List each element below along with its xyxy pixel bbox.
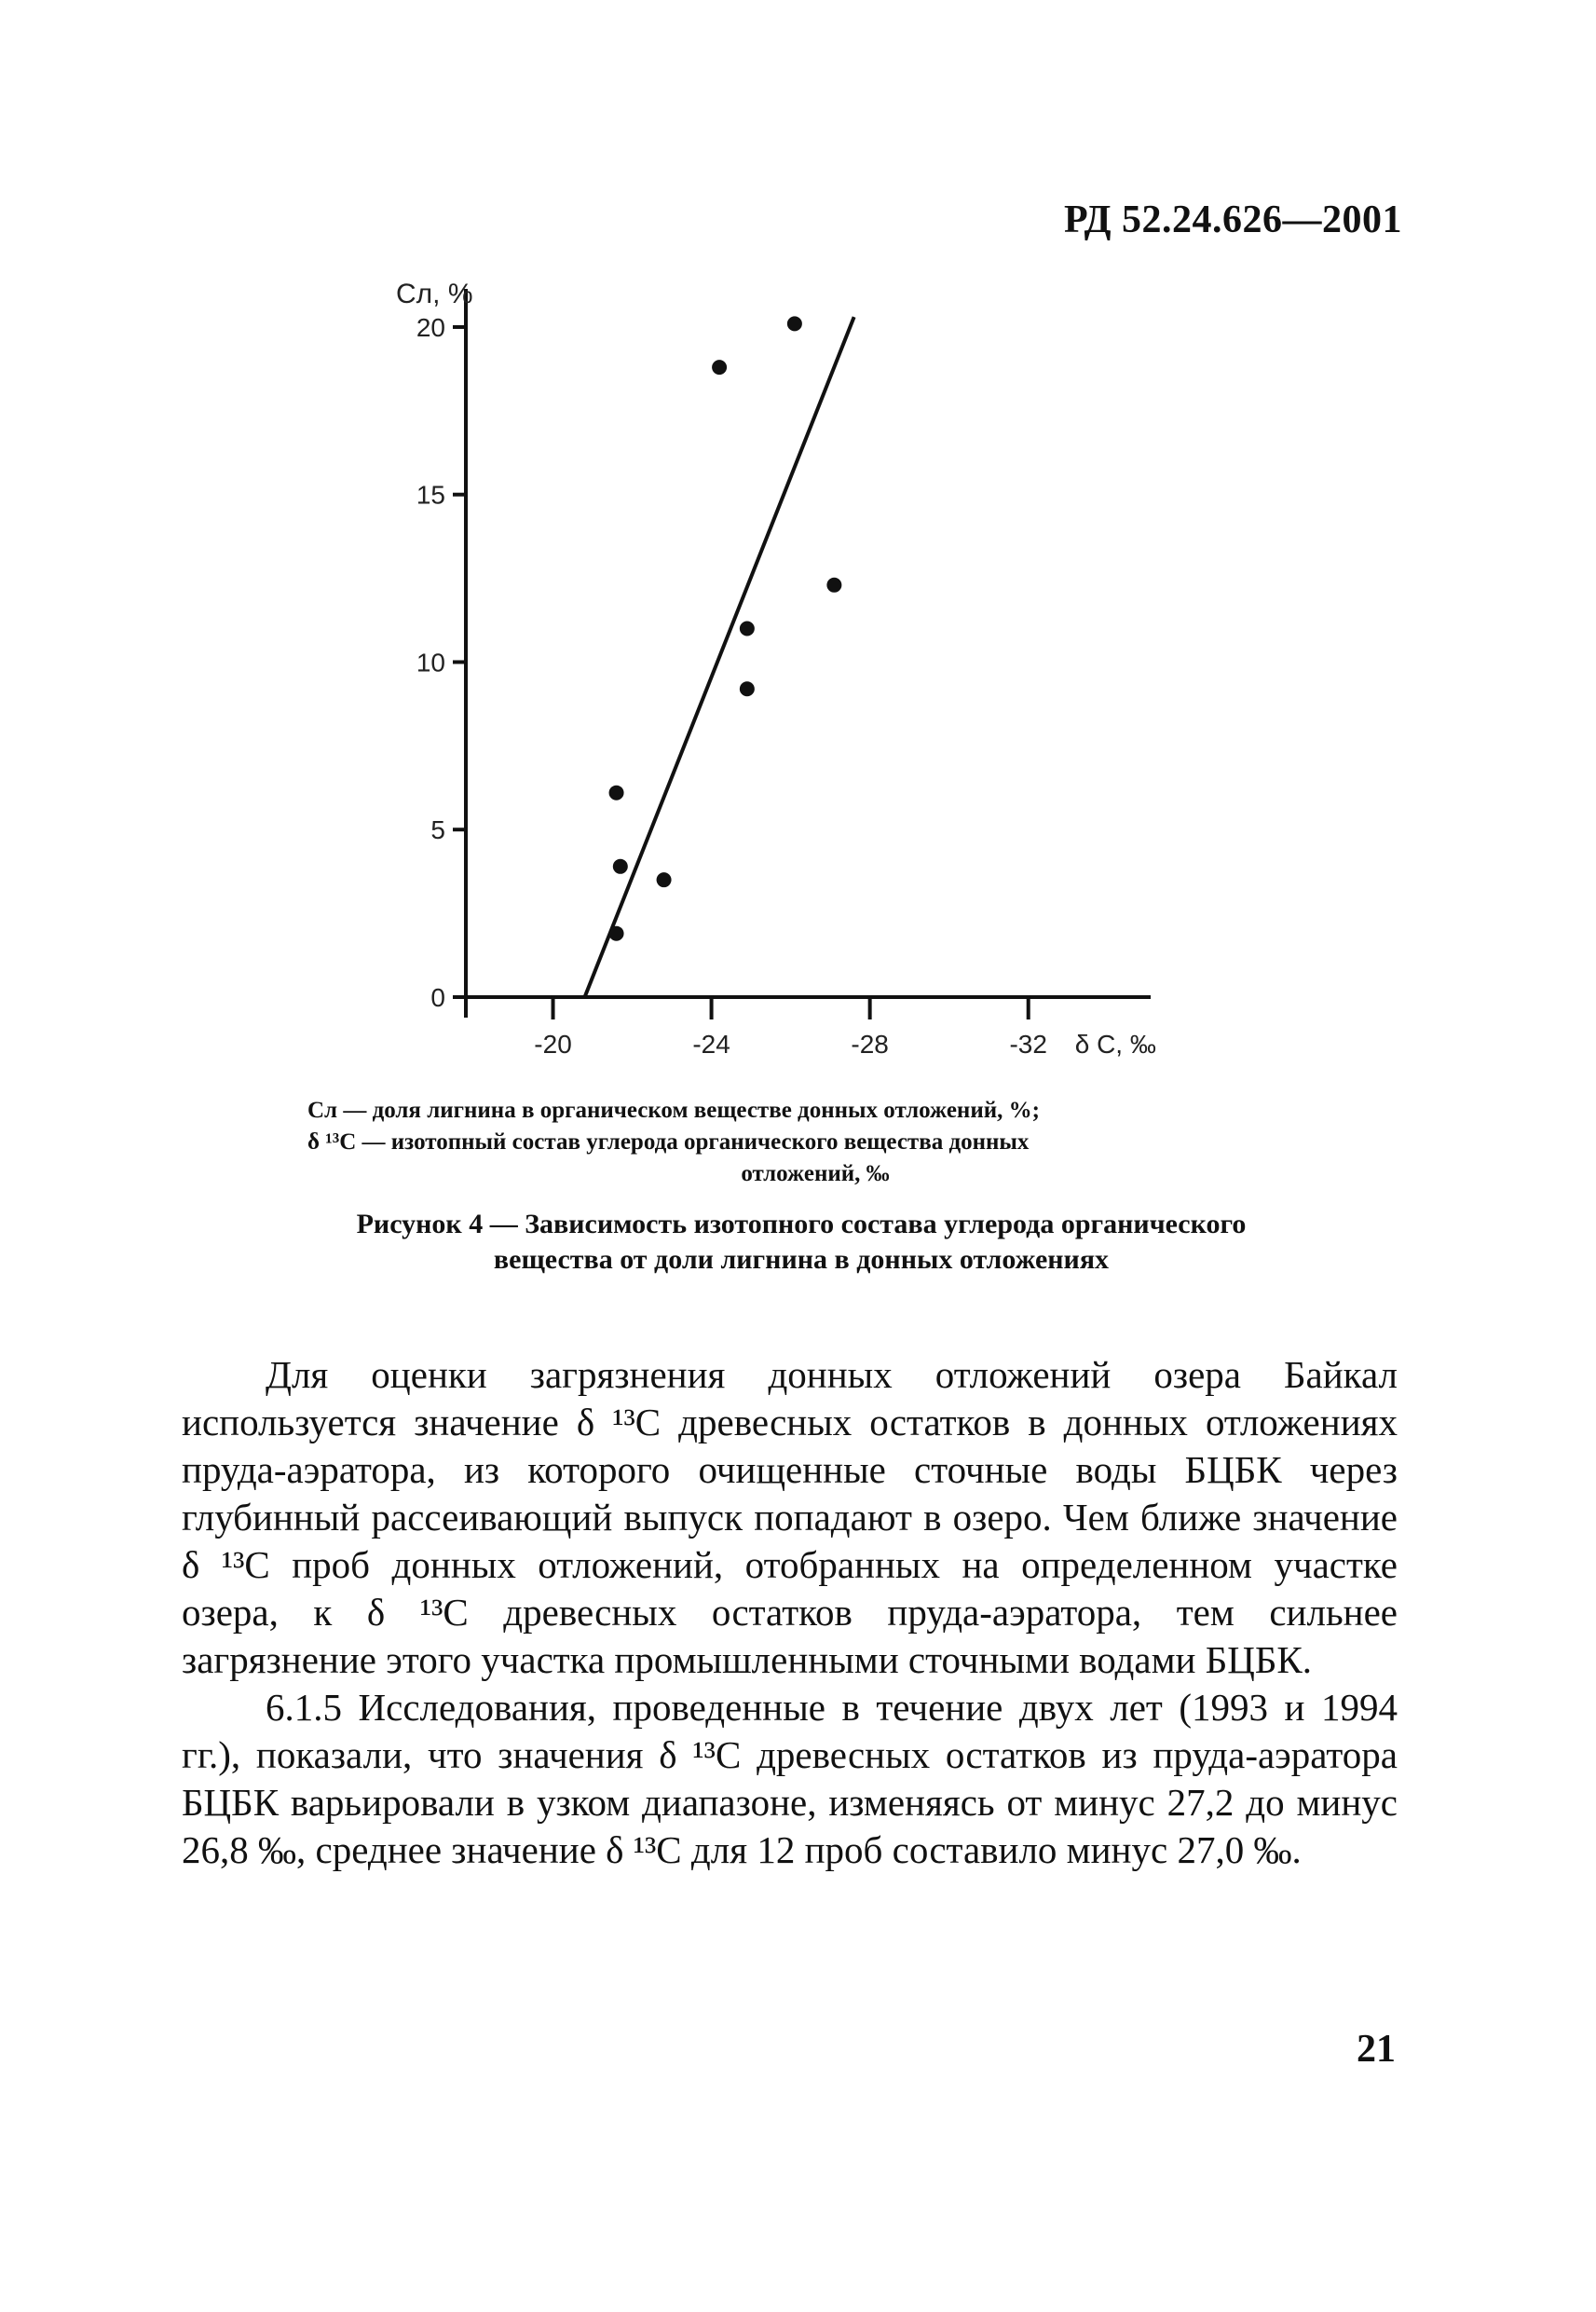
data-point-8 — [787, 316, 802, 331]
x-tick-label-20: -20 — [534, 1030, 572, 1059]
y-tick-label-5: 5 — [430, 815, 445, 845]
x-axis-label: δ С, ‰ — [1074, 1030, 1156, 1059]
legend-line-units: отложений, ‰ — [741, 1161, 890, 1186]
data-point-5 — [712, 360, 727, 375]
figure-legend — [307, 1095, 1323, 1190]
body-text — [182, 1351, 1398, 1874]
chart-labels — [396, 279, 1156, 1059]
y-tick-label-10: 10 — [416, 648, 445, 677]
data-point-6 — [740, 622, 755, 636]
figure-caption: Рисунок 4 — Зависимость изотопного состава углерода органического вещества от доли лигнина в донных отложениях — [356, 1209, 1247, 1275]
data-point-4 — [657, 872, 672, 887]
legend-line-isotope: δ ¹³С — изотопный состав углерода органического вещества донных — [307, 1129, 1030, 1155]
y-tick-label-20: 20 — [416, 312, 445, 342]
paragraph-baikal-pollution: Для оценки загрязнения донных отложений озера Байкал используется значение δ ¹³С древесных остатков в донных отложениях пруда-аэратора, из которого очищенные сточные воды БЦБК через глубинный рассеивающий выпуск попадают в озеро. Чем ближе значение δ ¹³С проб донных отложений, отобранных на определенном участке озера, к δ ¹³С древесных остатков пруда-аэратора, тем сильнее загрязнение этого участка промышленными сточными водами БЦБК. — [182, 1353, 1398, 1681]
data-point-9 — [826, 578, 841, 593]
data-point-1 — [609, 926, 624, 941]
data-point-2 — [613, 859, 628, 874]
data-point-7 — [740, 681, 755, 696]
page-number: 21 — [1357, 2028, 1396, 2071]
y-tick-label-0: 0 — [430, 983, 445, 1012]
document-id: РД 52.24.626—2001 — [1063, 198, 1402, 241]
lignin-isotope-chart — [335, 270, 1267, 1072]
y-axis-label: Сл, % — [396, 279, 473, 309]
chart-axes — [453, 289, 1151, 1019]
x-tick-label-28: -28 — [851, 1030, 889, 1059]
data-point-3 — [609, 786, 624, 800]
paragraph-section-6-1-5: 6.1.5 Исследования, проведенные в течение двух лет (1993 и 1994 гг.), показали, что значения δ ¹³С древесных остатков из пруда-аэратора БЦБК варьировали в узком диапазоне, изменяясь от минус 27,2 до минус 26,8 ‰, среднее значение δ ¹³С для 12 проб составило минус 27,0 ‰. — [182, 1686, 1398, 1871]
x-tick-label-24: -24 — [692, 1030, 730, 1059]
x-tick-label-32: -32 — [1009, 1030, 1047, 1059]
chart-trendline-group — [585, 317, 854, 997]
trendline — [585, 317, 854, 997]
y-tick-label-15: 15 — [416, 480, 445, 510]
legend-line-lignin: Сл — доля лигнина в органическом веществе донных отложений, %; — [307, 1098, 1040, 1123]
